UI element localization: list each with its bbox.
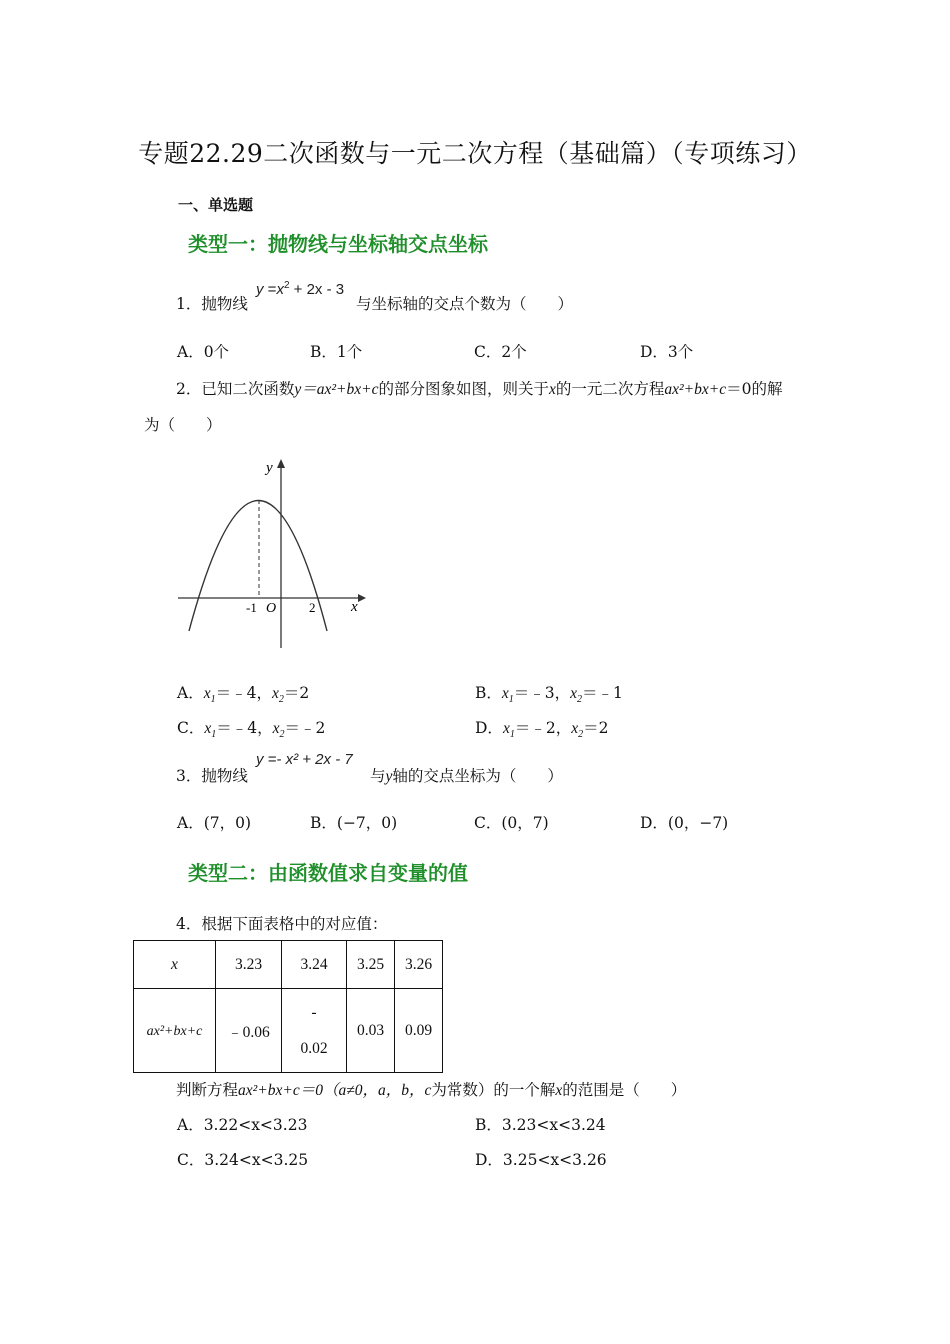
y-axis-label: y [266, 460, 273, 476]
table-cell: 3.26 [395, 941, 443, 989]
q3-option-b[interactable]: B．(−7，0) [310, 814, 398, 832]
values-table [133, 940, 443, 1073]
table-row [134, 989, 443, 1073]
tick-label-2: 2 [309, 600, 316, 615]
q4-option-a[interactable]: A．3.22<x<3.23 [177, 1116, 308, 1134]
question-1-formula: $y =x^2 + 2x - 3$ [256, 280, 345, 298]
parabola-graph [170, 450, 370, 655]
table-cell: - 0.02 [282, 989, 347, 1073]
parabola-curve [189, 501, 327, 632]
q2-option-a[interactable]: A．$x_1=﹣4$，$x_2=2$ [177, 684, 310, 706]
section-heading: 一、单选题 [178, 196, 254, 214]
page-title: 专题22.29二次函数与一元二次方程（基础篇）（专项练习） [138, 139, 812, 168]
question-3-label: 3．抛物线 [176, 767, 248, 785]
q4-option-b[interactable]: B．3.23<x<3.24 [475, 1116, 606, 1134]
tick-label-neg1: -1 [246, 600, 257, 615]
question-4-intro: 4．根据下面表格中的对应值： [176, 915, 388, 933]
table-cell: 3.23 [216, 941, 282, 989]
q2-option-c[interactable]: C．$x_1=﹣4$，$x_2=﹣2$ [177, 719, 326, 741]
table-header-x: x [134, 941, 216, 989]
table-cell: 3.24 [282, 941, 347, 989]
question-1-label: 1．抛物线 [176, 295, 248, 313]
table-cell: 0.03 [347, 989, 395, 1073]
type-heading-2: 类型二：由函数值求自变量的值 [188, 861, 468, 885]
question-2-line-2: 为（ ） [144, 416, 222, 434]
q2-option-b[interactable]: B．$x_1=﹣3$，$x_2=﹣1$ [475, 684, 623, 706]
q3-option-d[interactable]: D．(0，−7) [640, 814, 729, 832]
table-header-expression: ax²+bx+c [134, 989, 216, 1073]
q4-option-d[interactable]: D．3.25<x<3.26 [475, 1151, 607, 1169]
table-cell: 0.09 [395, 989, 443, 1073]
table-cell: ﹣0.06 [216, 989, 282, 1073]
type-heading-1: 类型一：抛物线与坐标轴交点坐标 [188, 232, 488, 256]
q2-option-d[interactable]: D．$x_1=﹣2$，$x_2=2$ [475, 719, 609, 741]
x-axis-label: x [351, 599, 358, 615]
question-4-text: 判断方程ax²+bx+c＝0（a≠0，a，b，c为常数）的一个解x的范围是（ ） [176, 1081, 687, 1099]
question-1-suffix: 与坐标轴的交点个数为（ ） [356, 295, 574, 313]
x-axis-arrow [358, 594, 366, 602]
q1-option-b[interactable]: B．1个 [310, 343, 363, 361]
table-row [134, 941, 443, 989]
table-cell: 3.25 [347, 941, 395, 989]
origin-label: O [266, 601, 277, 616]
q3-option-c[interactable]: C．(0，7) [474, 814, 549, 832]
q3-option-a[interactable]: A．(7，0) [177, 814, 252, 832]
q1-option-a[interactable]: A．0个 [177, 343, 230, 361]
q1-option-d[interactable]: D．3个 [640, 343, 694, 361]
question-3-formula: y =- x² + 2x - 7 [256, 751, 353, 768]
y-axis-arrow [277, 459, 285, 468]
question-2-line-1: 2．已知二次函数y＝ax²+bx+c的部分图象如图，则关于x的一元二次方程ax²+bx+c＝0的解 [176, 380, 783, 398]
question-3-suffix: 与y轴的交点坐标为（ ） [370, 767, 563, 785]
q1-option-c[interactable]: C．2个 [474, 343, 527, 361]
q4-option-c[interactable]: C．3.24<x<3.25 [177, 1151, 309, 1169]
